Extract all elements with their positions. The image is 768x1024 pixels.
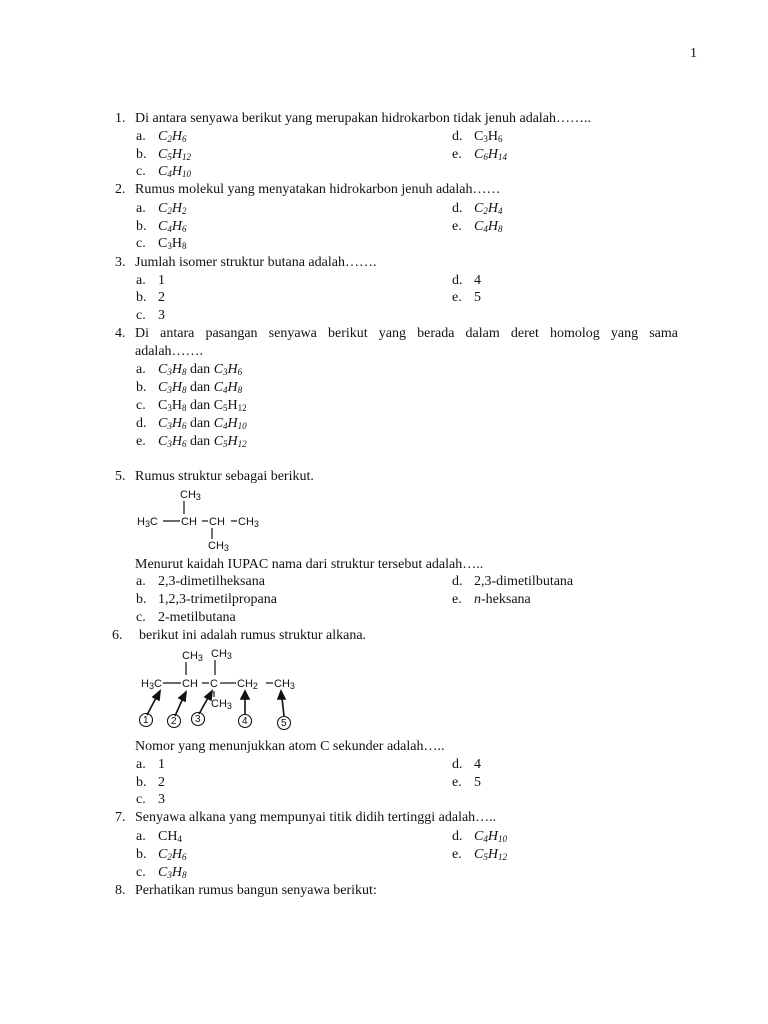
h3c-group: $H_3C$ [137, 516, 158, 529]
ch2-group: $CH_2$ [237, 678, 258, 691]
ch-group: CH [182, 678, 198, 690]
formula-e: $C_6H_{14}$ [474, 147, 507, 162]
question-followup: Nomor yang menunjukkan atom C sekunder adalah….. [135, 739, 445, 754]
option-a[interactable]: a. [136, 201, 146, 216]
page-number: 1 [690, 46, 697, 61]
question-text: Perhatikan rumus bangun senyawa berikut: [135, 883, 377, 898]
formula-b: $C_2H_6$ [158, 847, 187, 862]
option-c-value: 3 [158, 792, 165, 807]
ch3-group-right: $CH_3$ [274, 678, 295, 691]
option-e[interactable]: e. [452, 847, 462, 862]
arrow-5 [282, 698, 284, 716]
question-number: 2. [115, 182, 126, 197]
option-e[interactable]: e. [452, 775, 462, 790]
question-number: 4. [115, 326, 126, 341]
option-d[interactable]: d. [452, 757, 463, 772]
formula-pair-a: $C_3H_8$ dan $C_3H_6$ [158, 362, 243, 377]
option-d-value: 2,3-dimetilbutana [474, 574, 574, 589]
option-c[interactable]: c. [136, 164, 146, 179]
question-text: Rumus struktur sebagai berikut. [135, 469, 314, 484]
formula-c: $C_4H_{10}$ [158, 164, 191, 179]
option-c-value: 2-metilbutana [158, 610, 236, 625]
option-b-value: 2 [158, 775, 165, 790]
circle-label-5: 5 [281, 718, 287, 729]
formula-a: $C_2H_2$ [158, 201, 187, 216]
option-b[interactable]: b. [136, 775, 147, 790]
option-b[interactable]: b. [136, 219, 147, 234]
option-a[interactable]: a. [136, 362, 146, 377]
formula-pair-d: $C_3H_6$ dan $C_4H_{10}$ [158, 416, 247, 431]
option-a[interactable]: a. [136, 829, 146, 844]
option-b[interactable]: b. [136, 290, 147, 305]
option-d-value: 4 [474, 757, 481, 772]
ch3-group-right: $CH_3$ [238, 516, 259, 529]
methyl-top-2: $CH_3$ [211, 648, 232, 661]
circle-label-4: 4 [242, 716, 248, 727]
arrow-head-5 [278, 691, 285, 699]
option-e[interactable]: e. [452, 147, 462, 162]
methyl-top-1: $CH_3$ [182, 650, 203, 663]
methyl-bottom: $CH_3$ [211, 698, 232, 711]
circle-label-2: 2 [171, 716, 177, 727]
arrow-head-2 [179, 692, 186, 701]
formula-c: $C_3H_8$ [158, 236, 187, 251]
option-e-value: n-heksana [474, 592, 531, 607]
question-text: Rumus molekul yang menyatakan hidrokarbon jenuh adalah…… [135, 182, 501, 197]
option-c-value: 3 [158, 308, 165, 323]
option-c[interactable]: c. [136, 308, 146, 323]
arrow-head-4 [241, 691, 249, 699]
option-d[interactable]: d. [136, 416, 147, 431]
option-b-value: 2 [158, 290, 165, 305]
h3c-group: $H_3C$ [141, 678, 162, 691]
question-text: Di antara pasangan senyawa berikut yang berada dalam deret homolog yang sama [135, 326, 678, 341]
formula-pair-c: $C_3H_8$ dan $C_5H_{12}$ [158, 398, 247, 413]
number-circles [140, 713, 291, 730]
option-b[interactable]: b. [136, 592, 147, 607]
question-text: berikut ini adalah rumus struktur alkana. [139, 628, 367, 643]
formula-e: $C_4H_8$ [474, 219, 503, 234]
option-a[interactable]: a. [136, 757, 146, 772]
question-number: 6. [112, 628, 123, 643]
option-b[interactable]: b. [136, 380, 147, 395]
option-c[interactable]: c. [136, 792, 146, 807]
formula-b: $C_5H_{12}$ [158, 147, 191, 162]
formula-d: $C_2H_4$ [474, 201, 503, 216]
question-text: Di antara senyawa berikut yang merupakan hidrokarbon tidak jenuh adalah…….. [135, 111, 592, 126]
option-c[interactable]: c. [136, 865, 146, 880]
question-number: 1. [115, 111, 126, 126]
option-a[interactable]: a. [136, 273, 146, 288]
methyl-top: $CH_3$ [180, 489, 201, 502]
methyl-bottom: $CH_3$ [208, 540, 229, 553]
formula-a: $CH_4$ [158, 829, 182, 844]
option-e[interactable]: e. [452, 219, 462, 234]
option-d[interactable]: d. [452, 201, 463, 216]
option-c[interactable]: c. [136, 610, 146, 625]
formula-b: $C_4H_6$ [158, 219, 187, 234]
question-text: Senyawa alkana yang mempunyai titik didih tertinggi adalah….. [135, 810, 497, 825]
ch-group-1: CH [181, 516, 197, 528]
c-quaternary: C [210, 678, 218, 690]
formula-d: $C_3H_6$ [474, 129, 503, 144]
formula-d: $C_4H_{10}$ [474, 829, 507, 844]
ch-group-2: CH [209, 516, 225, 528]
option-b[interactable]: b. [136, 847, 147, 862]
question-followup: Menurut kaidah IUPAC nama dari struktur tersebut adalah….. [135, 557, 484, 572]
option-c[interactable]: c. [136, 236, 146, 251]
question-number: 7. [115, 810, 126, 825]
question-text-line2: adalah……. [135, 344, 204, 359]
option-c[interactable]: c. [136, 398, 146, 413]
option-a-value: 2,3-dimetilheksana [158, 574, 265, 589]
option-d[interactable]: d. [452, 829, 463, 844]
option-d[interactable]: d. [452, 574, 463, 589]
question-number: 5. [115, 469, 126, 484]
option-a[interactable]: a. [136, 129, 146, 144]
formula-pair-e: $C_3H_6$ dan $C_5H_{12}$ [158, 434, 247, 449]
option-b-value: 1,2,3-trimetilpropana [158, 592, 277, 607]
formula-pair-b: $C_3H_8$ dan $C_4H_8$ [158, 380, 243, 395]
option-d-value: 4 [474, 273, 481, 288]
option-e[interactable]: e. [452, 290, 462, 305]
formula-a: $C_2H_6$ [158, 129, 187, 144]
formula-e: $C_5H_{12}$ [474, 847, 507, 862]
option-e-value: 5 [474, 290, 481, 305]
option-e-value: 5 [474, 775, 481, 790]
question-number: 3. [115, 255, 126, 270]
option-a-value: 1 [158, 757, 165, 772]
circle-label-3: 3 [195, 714, 201, 725]
option-d[interactable]: d. [452, 129, 463, 144]
option-e[interactable]: e. [452, 592, 462, 607]
option-e[interactable]: e. [136, 434, 146, 449]
option-a-value: 1 [158, 273, 165, 288]
formula-c: $C_3H_8$ [158, 865, 187, 880]
arrow-head-1 [153, 691, 160, 700]
option-b[interactable]: b. [136, 147, 147, 162]
circle-label-1: 1 [143, 715, 149, 726]
option-a[interactable]: a. [136, 574, 146, 589]
question-number: 8. [115, 883, 126, 898]
question-text: Jumlah isomer struktur butana adalah……. [135, 255, 377, 270]
option-d[interactable]: d. [452, 273, 463, 288]
